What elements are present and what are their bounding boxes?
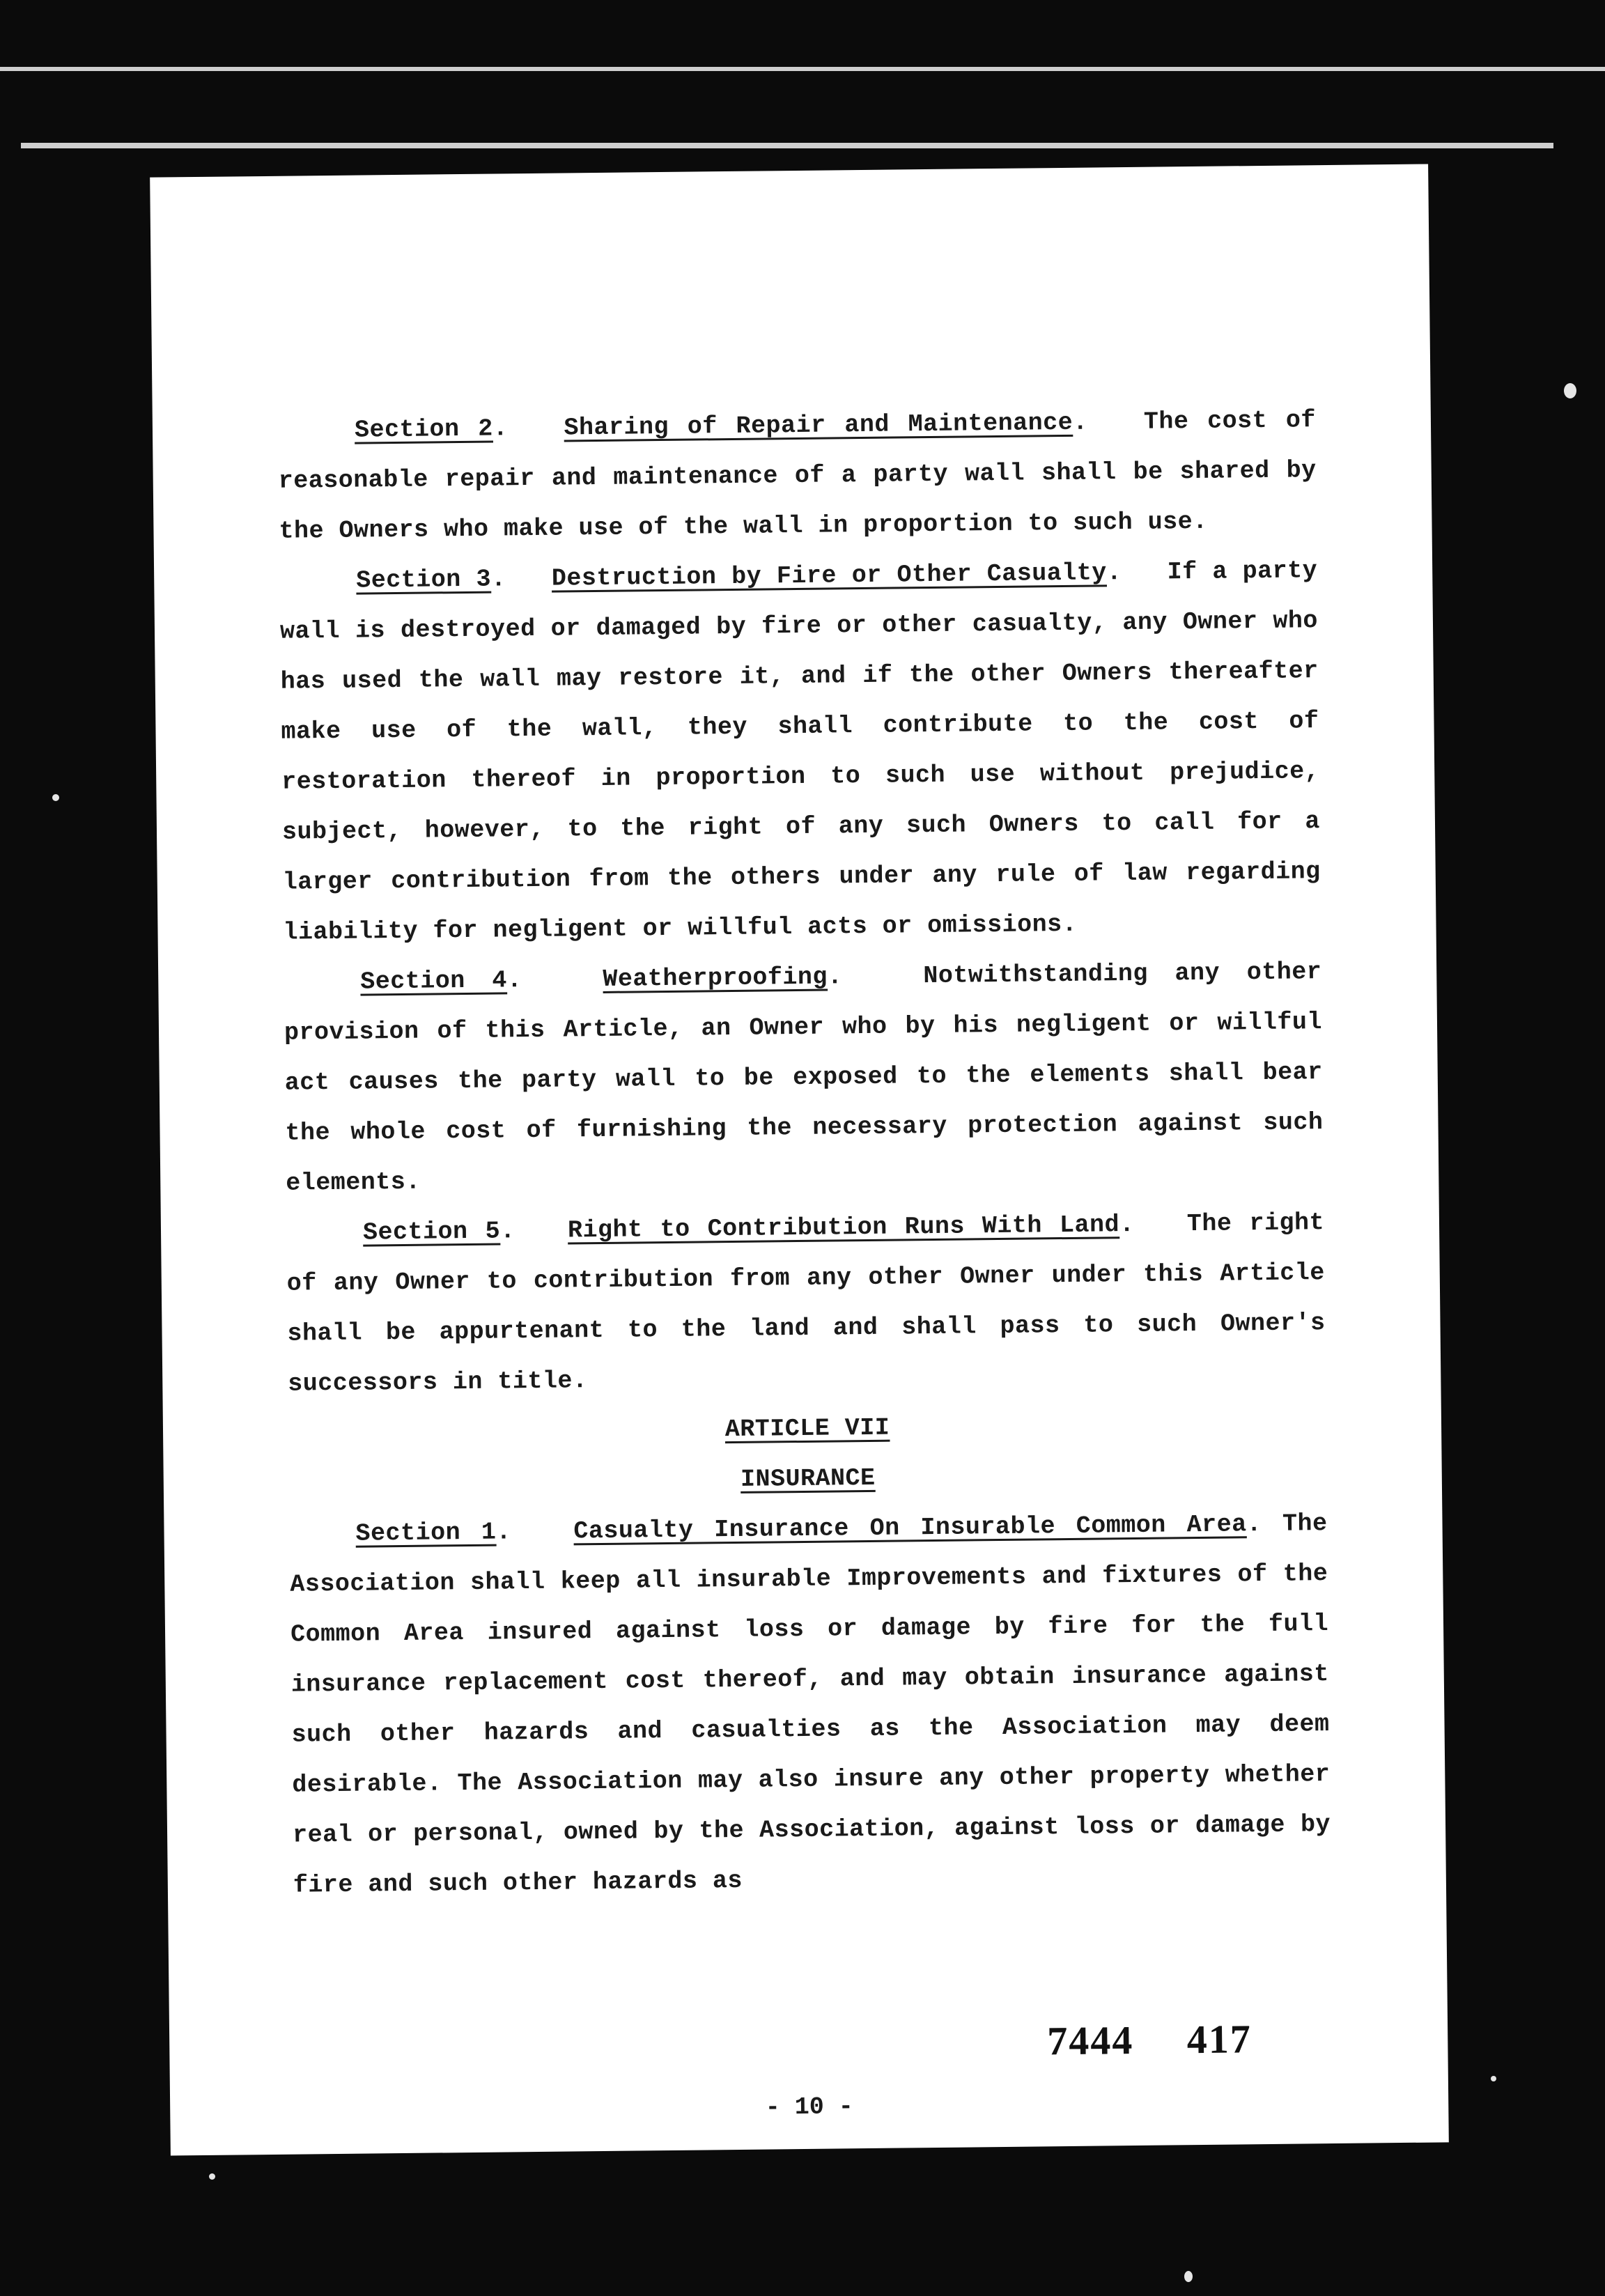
section-label: Section 4 <box>360 966 508 996</box>
scan-speck <box>1491 2076 1496 2081</box>
article-subheading: INSURANCE <box>740 1464 876 1494</box>
article-heading: ARTICLE VII <box>724 1413 890 1444</box>
document-page <box>150 164 1449 2155</box>
section-body: Notwithstanding any other provision of this Article, an Owner who by his negligent or willful act causes the party wall to be exposed to the elements shall bear the whole cost of furnishing the necessary protection against such elements. <box>284 958 1324 1197</box>
section-label: Section 3 <box>356 565 492 595</box>
section-paragraph: Section 1. Casualty Insurance On Insurable Common Area. The Association shall keep all insurable Improvements and fixtures of the Common Area insured against loss or damage by fire for the full insurance replacement cost thereof, and may obtain insurance against such other hazards and casualties as the Association may deem desirable. The Association may also insure any other property whether real or personal, owned by the Association, against loss or damage by fire and such other hazards as <box>290 1510 1331 1900</box>
section-paragraph: Section 4. Weatherproofing. Notwithstanding any other provision of this Article, an Owner who by his negligent or willful act causes the party wall to be exposed to the elements shall bear the whole cost of furnishing the necessary protection against such elements. <box>284 958 1324 1197</box>
section-body: If a party wall is destroyed or damaged by fire or other casualty, any Owner who has used the wall may restore it, and if the other Owners thereafter make use of the wall, they shall contribute to the cost of restoration thereof in proportion to such use without prejudice, subject, however, to the right of any such Owners to call for a larger contribution from the others under any rule of law regarding liability for negligent or willful acts or omissions. <box>279 557 1321 947</box>
scan-edge-line <box>21 143 1553 148</box>
document-body <box>278 395 1332 1910</box>
scan-speck <box>1184 2271 1193 2282</box>
section-label: Section 1 <box>355 1518 497 1548</box>
section-title: Sharing of Repair and Maintenance <box>564 408 1073 442</box>
section-title: Destruction by Fire or Other Casualty <box>551 559 1108 593</box>
recorded-page-number: 417 <box>1186 2016 1253 2063</box>
section-paragraph: Section 3. Destruction by Fire or Other Casualty. If a party wall is destroyed or damaged by fire or other casualty, any Owner who has used the wall may restore it, and if the other Owners thereafter make use of the wall, they shall contribute to the cost of restoration thereof in proportion to such use without prejudice, subject, however, to the right of any such Owners to call for a larger contribution from the others under any rule of law regarding liability for negligent or willful acts or omissions. <box>279 557 1321 947</box>
section-body: The cost of reasonable repair and maintenance of a party wall shall be shared by the Owners who make use of the wall in proportion to such use. <box>278 406 1317 545</box>
section-title: Weatherproofing <box>603 963 828 993</box>
scan-speck <box>209 2173 215 2180</box>
page-footer: - 10 - <box>765 2093 853 2122</box>
book-number: 7444 <box>1046 2017 1134 2064</box>
section-paragraph: Section 2. Sharing of Repair and Maintenance. The cost of reasonable repair and maintenance of a party wall shall be shared by the Owners who make use of the wall in proportion to such use. <box>278 406 1317 545</box>
section-label: Section 2 <box>354 414 493 444</box>
section-body: The Association shall keep all insurable Improvements and fixtures of the Common Area insured against loss or damage by fire for the full insurance replacement cost thereof, and may obtain insurance against such other hazards and casualties as the Association may deem desirable. The Association may also insure any other property whether real or personal, owned by the Association, against loss or damage by fire and such other hazards as <box>290 1510 1331 1900</box>
section-body: The right of any Owner to contribution from any other Owner under this Article shall be appurtenant to the land and shall pass to such Owner's successors in title. <box>286 1209 1326 1398</box>
section-label: Section 5 <box>362 1217 501 1247</box>
scan-edge-line <box>0 67 1605 71</box>
section-title: Right to Contribution Runs With Land <box>567 1211 1120 1245</box>
recording-stamp <box>1047 2015 1252 2064</box>
scan-speck <box>52 794 59 801</box>
section-paragraph: Section 5. Right to Contribution Runs With Land. The right of any Owner to contribution from any other Owner under this Article shall be appurtenant to the land and shall pass to such Owner's successors in title. <box>286 1209 1326 1398</box>
scan-speck <box>1564 383 1576 398</box>
section-title: Casualty Insurance On Insurable Common Area <box>573 1510 1247 1546</box>
